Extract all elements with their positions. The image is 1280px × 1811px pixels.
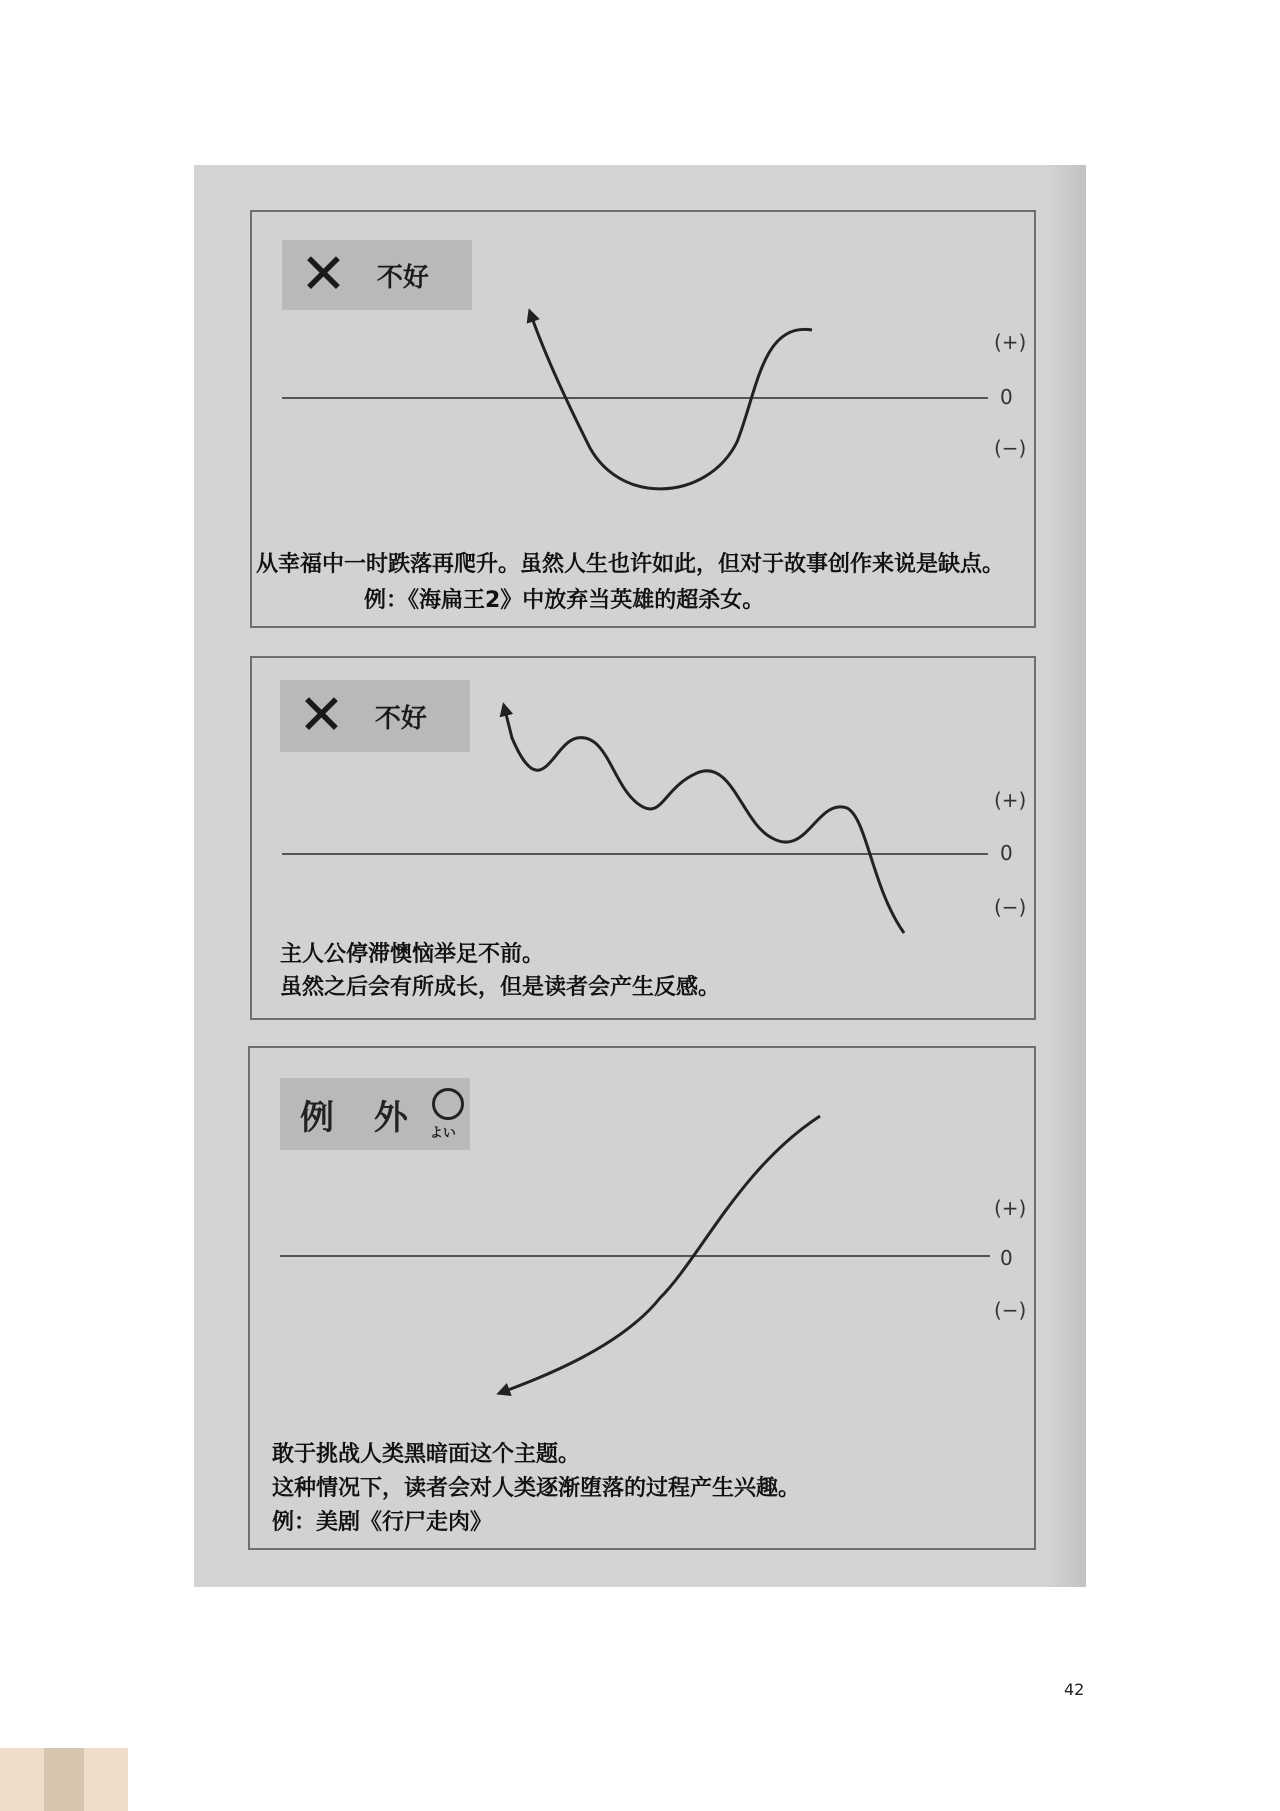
- trajectory-curve: [504, 706, 904, 933]
- axis-plus-label: (+): [994, 788, 1027, 812]
- corner-decoration: [84, 1748, 128, 1811]
- axis-minus-label: (−): [994, 1298, 1027, 1322]
- page-edge-shadow: [1046, 165, 1086, 1587]
- page-number: 42: [1064, 1680, 1085, 1699]
- axis-zero-label: 0: [1000, 1246, 1013, 1270]
- x-mark-icon: ✕: [300, 242, 347, 307]
- corner-decoration: [44, 1748, 84, 1811]
- caption-line-1: 从幸福中一时跌落再爬升。虽然人生也许如此，但对于故事创作来说是缺点。: [256, 552, 1005, 577]
- axis-plus-label: (+): [994, 330, 1027, 354]
- axis-zero-label: 0: [1000, 385, 1013, 409]
- trajectory-curve: [530, 312, 812, 489]
- caption-line-1: 敢于挑战人类黑暗面这个主题。: [272, 1442, 581, 1467]
- caption-line-2: 例：《海扁王2》中放弃当英雄的超杀女。: [364, 588, 765, 613]
- axis-minus-label: (−): [994, 895, 1027, 919]
- good-sublabel: よい: [429, 1126, 456, 1141]
- x-mark-icon: ✕: [298, 683, 345, 748]
- panel-exception-decline: [248, 1046, 1036, 1550]
- axis-zero-label: 0: [1000, 841, 1013, 865]
- scanned-page: [194, 165, 1086, 1587]
- corner-decoration: [0, 1748, 44, 1811]
- caption-line-2: 这种情况下，读者会对人类逐渐堕落的过程产生兴趣。: [272, 1476, 801, 1501]
- trajectory-curve: [500, 1116, 820, 1393]
- tag-label: 不好: [376, 262, 429, 293]
- caption-line-1: 主人公停滞懊恼举足不前。: [280, 942, 545, 967]
- caption-line-3: 例：美剧《行尸走肉》: [272, 1510, 493, 1535]
- axis-plus-label: (+): [994, 1196, 1027, 1220]
- panel-bad-stagnation: [250, 656, 1036, 1020]
- axis-minus-label: (−): [994, 436, 1027, 460]
- caption-line-2: 虽然之后会有所成长，但是读者会产生反感。: [280, 975, 721, 1000]
- exception-label: 例 外: [300, 1097, 422, 1138]
- tag-label: 不好: [374, 703, 427, 734]
- panel-bad-dip: [250, 210, 1036, 628]
